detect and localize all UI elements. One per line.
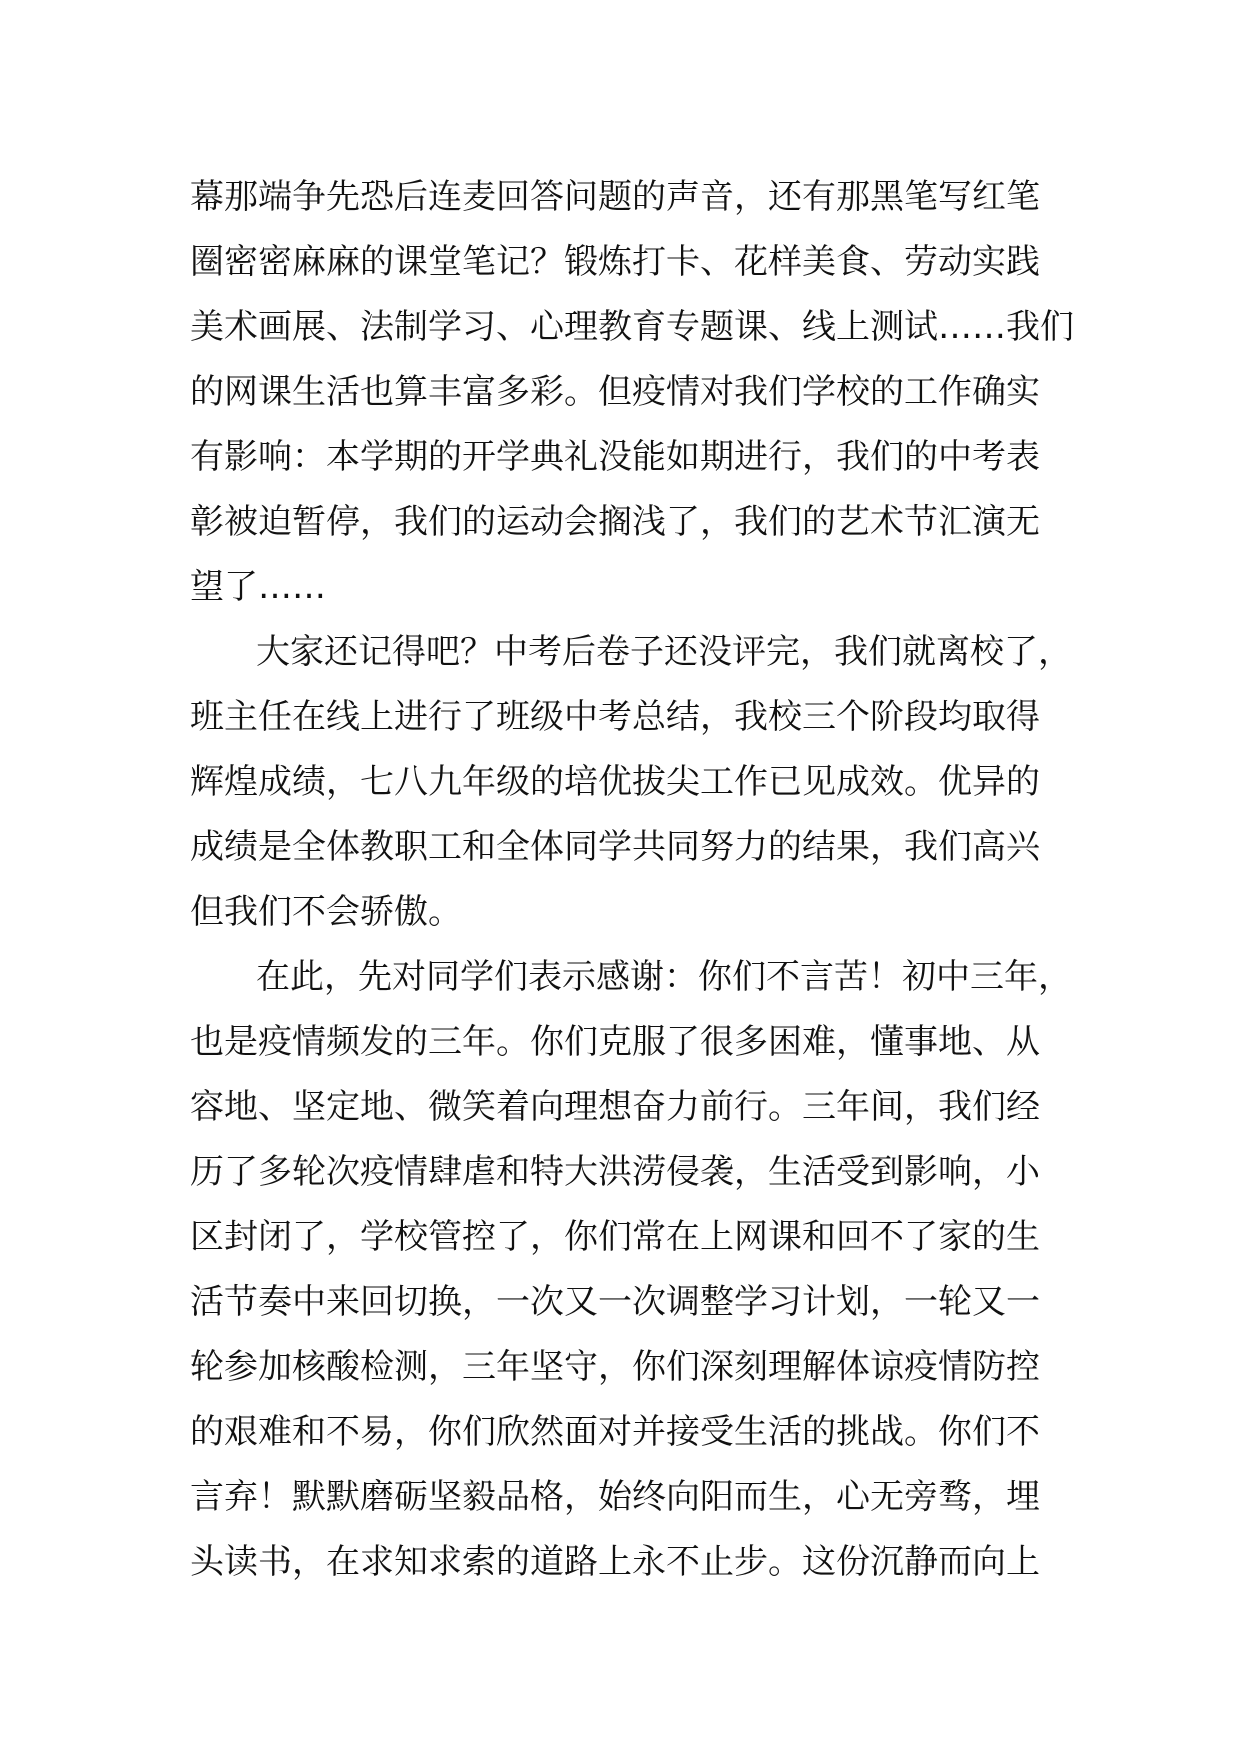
text-line: 班主任在线上进行了班级中考总结，我校三个阶段均取得 [190, 697, 1040, 737]
text-line: 容地、坚定地、微笑着向理想奋力前行。三年间，我们经 [190, 1087, 1040, 1127]
text-line: 美术画展、法制学习、心理教育专题课、线上测试……我们 [190, 307, 1074, 347]
text-line: 但我们不会骄傲。 [190, 892, 462, 932]
text-line: 彰被迫暂停，我们的运动会搁浅了，我们的艺术节汇演无 [190, 502, 1040, 542]
paragraph-first-line: 在此，先对同学们表示感谢：你们不言苦！初中三年， [256, 957, 1072, 997]
body-text [190, 165, 1090, 1595]
text-line: 活节奏中来回切换，一次又一次调整学习计划，一轮又一 [190, 1282, 1040, 1322]
text-line: 成绩是全体教职工和全体同学共同努力的结果，我们高兴 [190, 827, 1040, 867]
text-line: 的网课生活也算丰富多彩。但疫情对我们学校的工作确实 [190, 372, 1040, 412]
text-line: 圈密密麻麻的课堂笔记？锻炼打卡、花样美食、劳动实践 [190, 242, 1040, 282]
text-line: 的艰难和不易，你们欣然面对并接受生活的挑战。你们不 [190, 1412, 1040, 1452]
paragraph-first-line: 大家还记得吧？中考后卷子还没评完，我们就离校了， [256, 632, 1072, 672]
text-line: 轮参加核酸检测，三年坚守，你们深刻理解体谅疫情防控 [190, 1347, 1040, 1387]
text-line: 也是疫情频发的三年。你们克服了很多困难，懂事地、从 [190, 1022, 1040, 1062]
text-line: 望了…… [190, 567, 326, 607]
text-line: 区封闭了，学校管控了，你们常在上网课和回不了家的生 [190, 1217, 1040, 1257]
text-line: 头读书，在求知求索的道路上永不止步。这份沉静而向上 [190, 1542, 1040, 1582]
text-line: 幕那端争先恐后连麦回答问题的声音，还有那黑笔写红笔 [190, 177, 1040, 217]
text-line: 辉煌成绩，七八九年级的培优拔尖工作已见成效。优异的 [190, 762, 1040, 802]
text-line: 言弃！默默磨砺坚毅品格，始终向阳而生，心无旁骛，埋 [190, 1477, 1040, 1517]
text-line: 历了多轮次疫情肆虐和特大洪涝侵袭，生活受到影响，小 [190, 1152, 1040, 1192]
text-line: 有影响：本学期的开学典礼没能如期进行，我们的中考表 [190, 437, 1040, 477]
